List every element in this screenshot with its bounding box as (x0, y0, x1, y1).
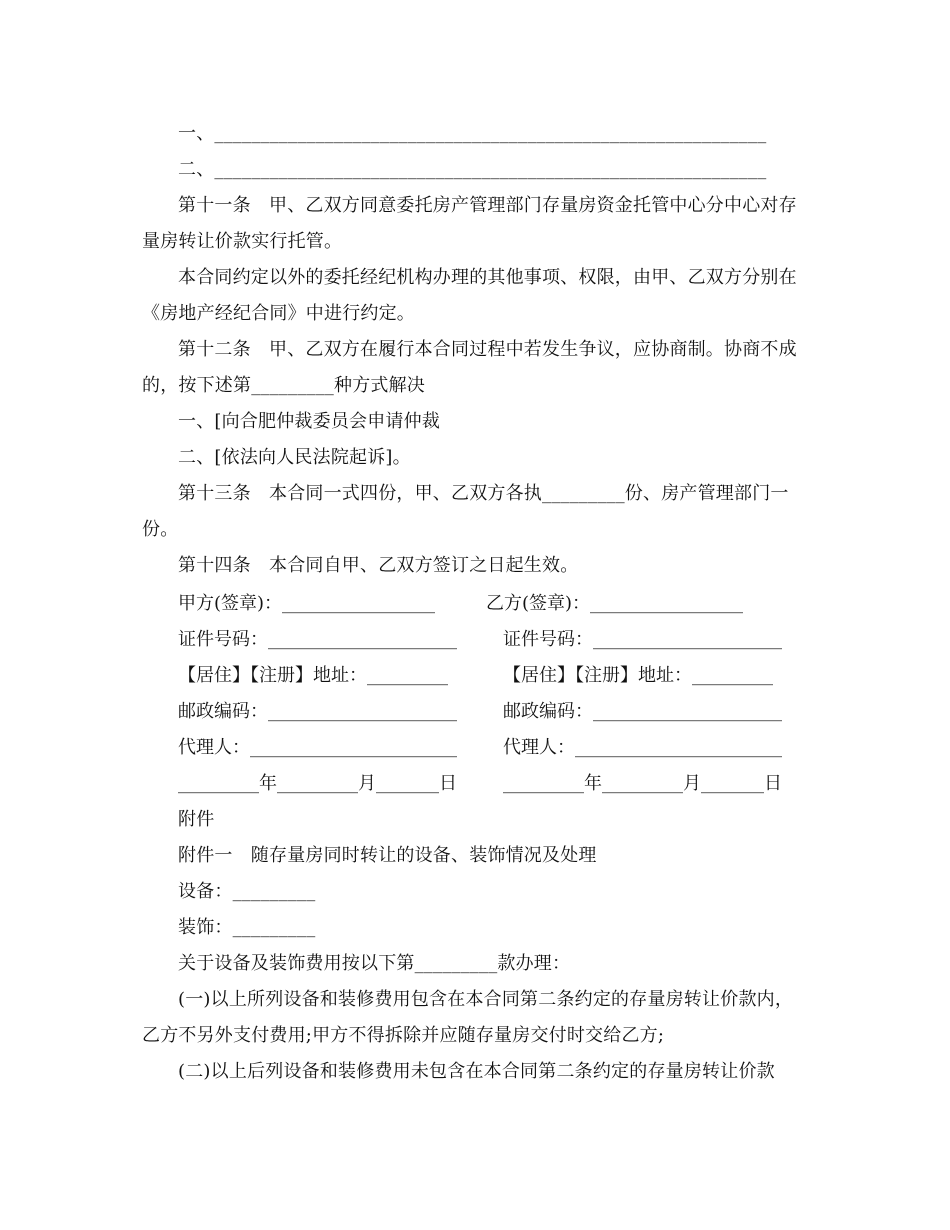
party-b-id-number: 证件号码：_____________________ (503, 629, 782, 650)
appendix-option-1-line-2: 乙方不另外支付费用;甲方不得拆除并应随存量房交付时交给乙方; (142, 1025, 665, 1046)
article-11-line-2: 量房转让价款实行托管。 (142, 231, 343, 252)
party-a-date: _________年_________月_______日 (178, 773, 457, 794)
clause-blank-2: 二、____________________________________________________________ (178, 159, 767, 180)
article-13-line-2: 份。 (142, 519, 179, 540)
party-a-address: 【居住】【注册】地址：_________ (178, 665, 448, 686)
party-a-postal-code: 邮政编码：_____________________ (178, 701, 457, 722)
party-b-postal-code: 邮政编码：_____________________ (503, 701, 782, 722)
paragraph-broker-line-2: 《房地产经纪合同》中进行约定。 (142, 303, 415, 324)
party-a-signature: 甲方(签章)：_________________ (178, 593, 436, 614)
party-a-agent: 代理人：_______________________ (178, 737, 457, 758)
appendix-decoration: 装饰：_________ (178, 917, 316, 938)
appendix-equipment: 设备：_________ (178, 881, 316, 902)
party-b-signature: 乙方(签章)：_________________ (486, 593, 744, 614)
article-12-line-1: 第十二条 甲、乙双方在履行本合同过程中若发生争议，应协商制。协商不成 (178, 339, 797, 360)
appendix-fee-clause: 关于设备及装饰费用按以下第_________款办理： (178, 953, 571, 974)
party-b-agent: 代理人：_______________________ (503, 737, 782, 758)
party-b-address: 【居住】【注册】地址：_________ (503, 665, 773, 686)
appendix-option-1-line-1: (一)以上所列设备和装修费用包含在本合同第二条约定的存量房转让价款内， (178, 989, 794, 1010)
appendix-option-2-line-1: (二)以上后列设备和装修费用未包含在本合同第二条约定的存量房转让价款 (178, 1061, 775, 1082)
article-14: 第十四条 本合同自甲、乙双方签订之日起生效。 (178, 555, 579, 576)
article-13-line-1: 第十三条 本合同一式四份，甲、乙双方各执_________份、房产管理部门一 (178, 483, 789, 504)
dispute-option-1: 一、[向合肥仲裁委员会申请仲裁 (178, 411, 441, 432)
party-a-id-number: 证件号码：_____________________ (178, 629, 457, 650)
appendix-heading: 附件 (178, 809, 215, 830)
clause-blank-1: 一、____________________________________________________________ (178, 123, 767, 144)
appendix-1-title: 附件一 随存量房同时转让的设备、装饰情况及处理 (178, 845, 597, 866)
article-12-line-2: 的，按下述第_________种方式解决 (142, 375, 425, 396)
party-b-date: _________年_________月_______日 (503, 773, 782, 794)
article-11-line-1: 第十一条 甲、乙双方同意委托房产管理部门存量房资金托管中心分中心对存 (178, 195, 797, 216)
paragraph-broker-line-1: 本合同约定以外的委托经纪机构办理的其他事项、权限，由甲、乙双方分别在 (178, 267, 797, 288)
dispute-option-2: 二、[依法向人民法院起诉]。 (178, 447, 411, 468)
